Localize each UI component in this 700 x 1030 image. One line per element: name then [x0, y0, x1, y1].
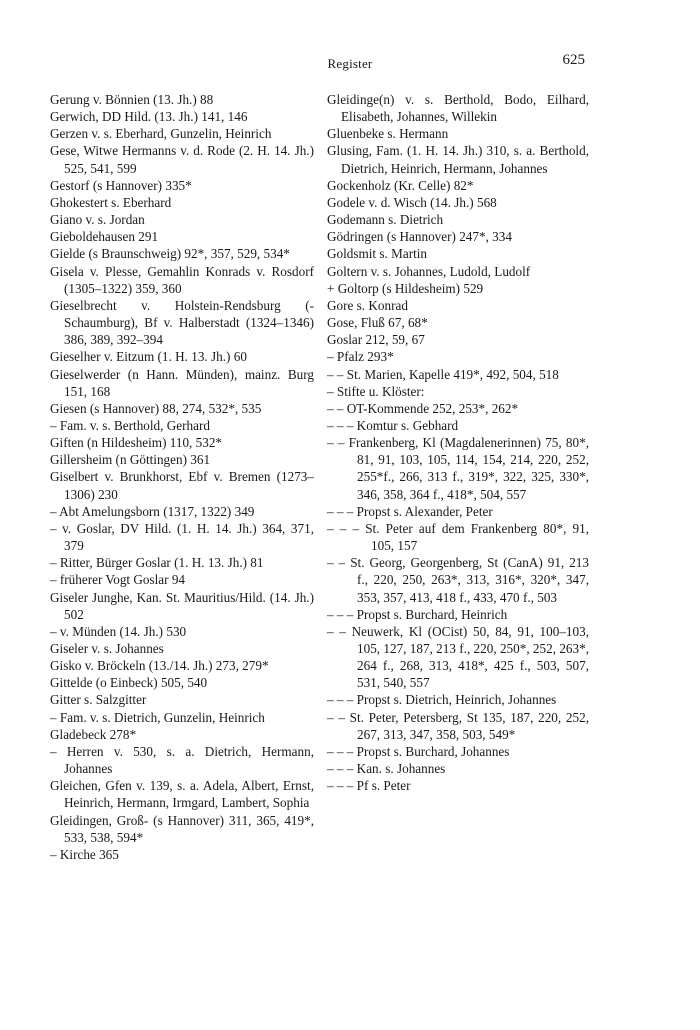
index-entry: Ghokestert s. Eberhard: [50, 194, 172, 210]
index-entry: Giesen (s Hannover) 88, 274, 532*, 535: [50, 400, 262, 416]
index-entry: – Fam. v. s. Berthold, Gerhard: [50, 417, 210, 433]
index-entry: Gillersheim (n Göttingen) 361: [50, 452, 211, 468]
index-entry: – – St. Marien, Kapelle 419*, 492, 504, 518: [327, 366, 559, 382]
index-entry: Gerwich, DD Hild. (13. Jh.) 141, 146: [50, 109, 248, 125]
running-title: Register: [327, 56, 373, 71]
index-entry: – – – Propst s. Burchard, Heinrich: [327, 606, 508, 622]
index-entry: – – St. Peter, Petersberg, St 135, 187, 220, 252, 267, 313, 347, 358, 503, 549*: [327, 709, 589, 742]
index-entry: Gose, Fluß 67, 68*: [327, 315, 428, 331]
index-entry: Gleidinge(n) v. s. Berthold, Bodo, Eilhard, Elisabeth, Johannes, Willekin: [327, 92, 589, 125]
index-entry: – – – Pf s. Peter: [327, 778, 411, 794]
index-entry: – – – Komtur s. Gebhard: [327, 417, 459, 433]
index-entry: – Abt Amelungsborn (1317, 1322) 349: [50, 503, 255, 519]
index-entry: – Ritter, Bürger Goslar (1. H. 13. Jh.) 81: [50, 555, 264, 571]
index-entry: Glusing, Fam. (1. H. 14. Jh.) 310, s. a. Berthold, Dietrich, Heinrich, Hermann, Johannes: [327, 143, 589, 176]
index-entry: Gielde (s Braunschweig) 92*, 357, 529, 534*: [50, 246, 290, 262]
index-entry: Giseler Junghe, Kan. St. Mauritius/Hild. (14. Jh.) 502: [50, 589, 314, 622]
index-entry: Goltern v. s. Johannes, Ludold, Ludolf: [327, 263, 531, 279]
index-entry: Gisela v. Plesse, Gemahlin Konrads v. Rosdorf (1305–1322) 359, 360: [50, 263, 314, 296]
index-entry: – v. Goslar, DV Hild. (1. H. 14. Jh.) 364, 371, 379: [50, 520, 314, 554]
index-entry: Giseler v. s. Johannes: [50, 641, 164, 656]
index-entry: Gödringen (s Hannover) 247*, 334: [327, 229, 512, 245]
index-entry: Gerzen v. s. Eberhard, Gunzelin, Heinrich: [50, 126, 272, 142]
index-entry: Gisko v. Bröckeln (13./14. Jh.) 273, 279*: [50, 658, 269, 674]
index-entry: – – – Propst s. Dietrich, Heinrich, Johannes: [327, 692, 557, 708]
index-entry: Gitter s. Salzgitter: [50, 692, 147, 708]
index-entry: Gleidingen, Groß- (s Hannover) 311, 365, 419*, 533, 538, 594*: [50, 812, 314, 845]
index-entry: Goslar 212, 59, 67: [327, 332, 425, 348]
index-entry: – v. Münden (14. Jh.) 530: [50, 623, 187, 639]
index-entry: – Pfalz 293*: [327, 349, 394, 365]
index-entry: Gladebeck 278*: [50, 726, 137, 742]
index-entry: Giften (n Hildesheim) 110, 532*: [50, 435, 223, 451]
index-column-left: [50, 91, 314, 863]
index-entry: Gieboldehausen 291: [50, 229, 159, 245]
index-entry: – – Frankenberg, Kl (Magdalenerinnen) 75, 80*, 81, 91, 103, 105, 114, 154, 214, 220, 252, 255*f., 266, 313 f., 319*, 322, 325, 330*, 346, 358, 364 f., 418*, 504, 557: [327, 435, 589, 502]
index-entry: – Kirche 365: [50, 846, 119, 862]
index-entry: – – St. Georg, Georgenberg, St (CanA) 91, 213 f., 220, 250, 263*, 313, 316*, 320*, 347, 353, 357, 413, 418 f., 433, 470 f., 503: [327, 555, 589, 605]
index-column-right: [327, 91, 589, 794]
index-entry: Gieselwerder (n Hann. Münden), mainz. Burg 151, 168: [50, 366, 314, 399]
index-entry: – – – St. Peter auf dem Frankenberg 80*, 91, 105, 157: [327, 520, 589, 554]
index-entry: Gestorf (s Hannover) 335*: [50, 177, 192, 193]
index-entry: – Herren v. 530, s. a. Dietrich, Hermann, Johannes: [50, 743, 314, 777]
index-entry: – Fam. v. s. Dietrich, Gunzelin, Heinrich: [50, 709, 265, 725]
index-entry: Godele v. d. Wisch (14. Jh.) 568: [327, 194, 497, 210]
index-entry: – – – Propst s. Burchard, Johannes: [327, 743, 510, 759]
index-entry: Godemann s. Dietrich: [327, 212, 444, 228]
index-entry: – – – Propst s. Alexander, Peter: [327, 503, 493, 519]
index-entry: – früherer Vogt Goslar 94: [50, 572, 186, 588]
index-entry: – – OT-Kommende 252, 253*, 262*: [327, 400, 519, 416]
index-entry: Gore s. Konrad: [327, 297, 408, 313]
running-head: [0, 52, 700, 74]
page-number: 625: [562, 52, 585, 68]
index-entry: Gerung v. Bönnien (13. Jh.) 88: [50, 92, 214, 107]
index-entry: + Goltorp (s Hildesheim) 529: [327, 280, 484, 296]
index-entry: Gockenholz (Kr. Celle) 82*: [327, 177, 474, 193]
index-entry: – – – Kan. s. Johannes: [327, 761, 446, 777]
index-entry: – Stifte u. Klöster:: [327, 383, 425, 399]
index-entry: Gieselher v. Eitzum (1. H. 13. Jh.) 60: [50, 349, 247, 365]
index-entry: – – Neuwerk, Kl (OCist) 50, 84, 91, 100–103, 105, 127, 187, 213 f., 220, 250*, 252, 263*, 264 f., 268, 313, 418*, 425 f., 503, 507, 531, 540, 557: [327, 623, 589, 691]
index-entry: Goldsmit s. Martin: [327, 246, 428, 262]
index-entry: Gluenbeke s. Hermann: [327, 126, 449, 142]
index-entry: Gieselbrecht v. Holstein-Rendsburg (-Schaumburg), Bf v. Halberstadt (1324–1346) 386, 389, 392–394: [50, 297, 314, 348]
index-entry: Gese, Witwe Hermanns v. d. Rode (2. H. 14. Jh.) 525, 541, 599: [50, 143, 314, 176]
index-entry: Gittelde (o Einbeck) 505, 540: [50, 675, 208, 691]
index-entry: Gleichen, Gfen v. 139, s. a. Adela, Albert, Ernst, Heinrich, Hermann, Irmgard, Lambert, Sophia: [50, 778, 314, 811]
index-entry: Giano v. s. Jordan: [50, 212, 145, 228]
index-entry: Giselbert v. Brunkhorst, Ebf v. Bremen (1273–1306) 230: [50, 469, 314, 502]
